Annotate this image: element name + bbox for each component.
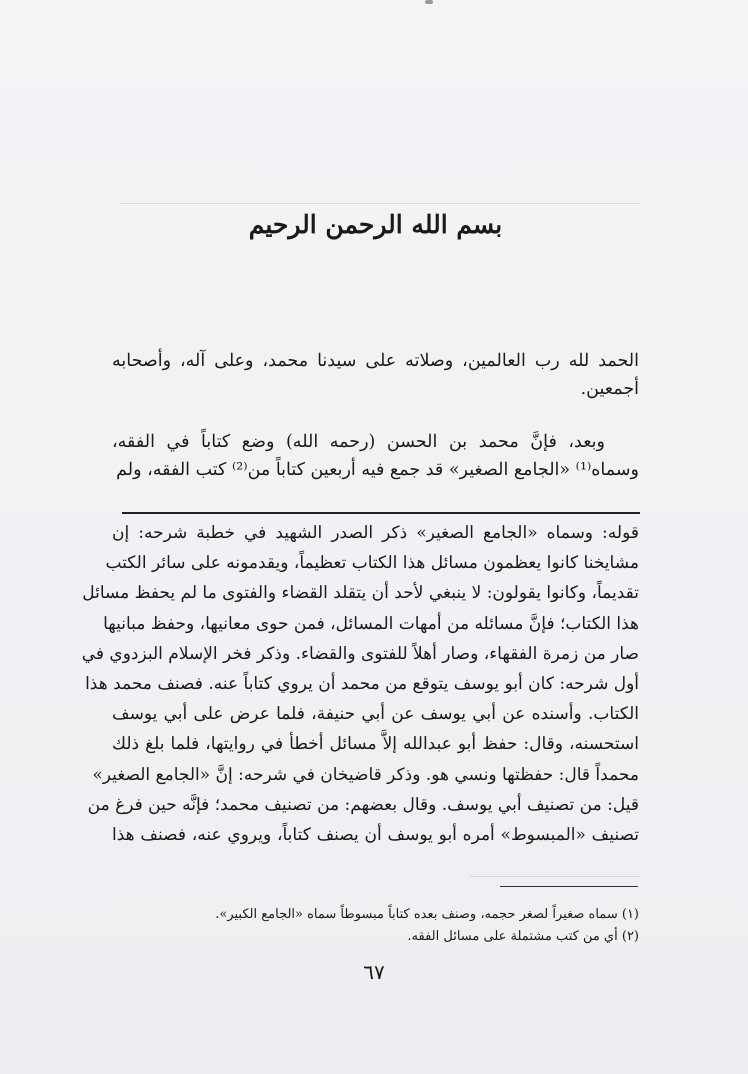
footnote-1: (١) سماه صغيراً لصغر حجمه، وصنف بعده كتاباً مبسوطاً سماه «الجامع الكبير». [215, 907, 639, 922]
opening-paragraph: الحمد لله رب العالمين، وصلاته على سيدنا محمد، وعلى آله، وأصحابه أجمعين. [112, 351, 639, 399]
commentary-line: قوله: وسماه «الجامع الصغير» ذكر الصدر الشهيد في خطبة شرحه: إن [112, 523, 639, 543]
commentary-line: محمداً قال: حفظتها ونسي هو. وذكر قاضيخان في شرحه: إنَّ «الجامع الصغير» [92, 764, 639, 785]
commentary-line: هذا الكتاب؛ فإنَّ مسائله من أمهات المسائل، فمن حوى معانيها، وحفظ مبانيها [103, 613, 639, 634]
page-number: ٦٧ [363, 960, 385, 984]
bleed-through-top [110, 100, 640, 158]
bleed-through-rule [120, 203, 640, 204]
commentary-block [81, 518, 639, 850]
commentary-line: أول شرحه: كان أبو يوسف يتوقع من محمد أن يروي كتاباً عنه. فصنف محمد هذا [85, 673, 639, 694]
commentary-line: مشايخنا كانوا يعظمون مسائل هذا الكتاب تعظيماً، ويقدمونه على سائر الكتب [105, 553, 639, 574]
page-edge-mark [425, 0, 433, 4]
intro-paragraph: وبعد، فإنَّ محمد بن الحسن (رحمه الله) وضع كتاباً في الفقه، وسماه⁽¹⁾ «الجامع الصغير» قد جمع فيه أربعين كتاباً من⁽²⁾ كتب الفقه، ولم [112, 432, 639, 480]
commentary-line: استحسنه، وقال: حفظ أبو عبدالله إلاَّ مسائل أخطأ في روايتها، فلما بلغ ذلك [112, 734, 639, 755]
basmala-heading: بسم الله الرحمن الرحيم [248, 210, 503, 239]
commentary-line: تصنيف «المبسوط» أمره أبو يوسف أن يصنف كتاباً، ويروي عنه، فصنف هذا [112, 824, 639, 845]
footnotes [112, 904, 639, 948]
commentary-divider [122, 512, 640, 514]
footnote-divider [500, 886, 638, 887]
commentary-line: الكتاب. وأسنده عن أبي يوسف عن أبي حنيفة، فلما عرض على أبي يوسف [112, 704, 639, 725]
bleed-through-rule-2 [470, 876, 640, 877]
commentary-line: صار من زمرة الفقهاء، وصار أهلاً للفتوى والقضاء. وذكر فخر الإسلام البزدوي في [81, 643, 639, 664]
commentary-line: قيل: من تصنيف أبي يوسف. وقال بعضهم: من تصنيف محمد؛ فإنَّه حين فرغ من [87, 794, 639, 815]
commentary-line: تقديماً، وكانوا يقولون: لا ينبغي لأحد أن يتقلد القضاء والفتوى ما لم يحفظ مسائل [82, 583, 639, 604]
footnote-2: (٢) أي من كتب مشتملة على مسائل الفقه. [407, 929, 639, 944]
